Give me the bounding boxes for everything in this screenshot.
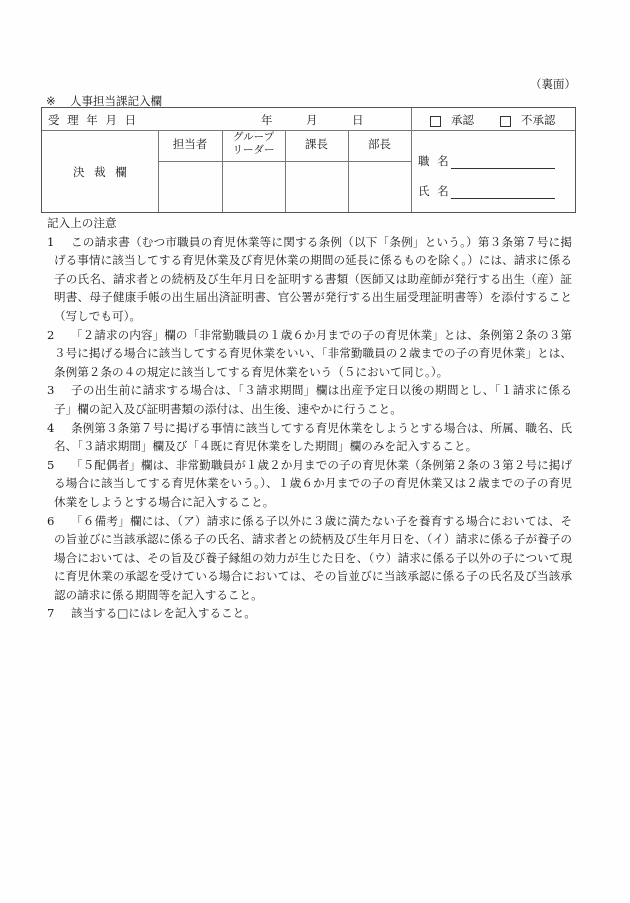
note-number: 6 <box>47 513 55 528</box>
staff-stamp-field[interactable] <box>160 163 221 211</box>
note-number: 7 <box>47 606 55 621</box>
note-text: 「６備考」欄には、（ア）請求に係る子以外に３歳に満たない子を養育する場合においては、その旨並びに当該承認に係る子の氏名、請求者との続柄及び生年月日を、（イ）請求に係る子が養子の場合においては、その旨及び養子縁組の効力が生じた日を、（ウ）請求に係る子以外の子について現に育児休業の承認を受けている場合においては、その旨並びに当該承認に係る子の氏名及び当該承認の請求に係る期間等を記入すること。 <box>54 513 572 602</box>
received-day-label: 日 <box>352 113 364 127</box>
section-chief-stamp-field[interactable] <box>287 163 347 211</box>
note-item <box>47 419 572 456</box>
note-text: 「５配偶者」欄は、非常勤職員が１歳２か月までの子の育児休業（条例第２条の３第２号に掲げる場合に該当してする育児休業をいう。）、１歳６か月までの子の育児休業又は２歳までの子の育児休業をしようとする場合に記入すること。 <box>54 457 572 509</box>
note-item <box>47 604 572 623</box>
note-number: 2 <box>47 327 55 342</box>
note-number: 5 <box>47 457 55 472</box>
approve-label: 承認 <box>451 113 474 127</box>
note-item <box>47 233 572 326</box>
note-text: 条例第３条第７号に掲げる事情に該当してする育児休業をしようとする場合は、所属、職名、氏名、「３請求期間」欄及び「４既に育児休業をした期間」欄のみを記入すること。 <box>54 420 572 454</box>
group-leader-stamp-field[interactable] <box>224 163 284 211</box>
note-item <box>47 326 572 382</box>
note-number: 1 <box>47 234 55 249</box>
notes-section <box>47 214 572 623</box>
notes-heading: 記入上の注意 <box>47 216 117 230</box>
note-text: この請求書（むつ市職員の育児休業等に関する条例（以下「条例」という。）第３条第７号に掲げる事情に該当してする育児休業及び育児休業の期間の延長に係るものを除く。）には、請求に係る子の氏名、請求者との続柄及び生年月日を証明する書類（医師又は助産師が発行する出生（産）証明書、母子健康手帳の出生届出済証明書、官公署が発行する出生届受理証明書等）を添付すること（写しでも可）。 <box>54 234 572 323</box>
name-underline <box>451 186 555 199</box>
name-label: 氏 名 <box>418 184 451 198</box>
note-item <box>47 456 572 512</box>
section-title-text: 人事担当課記入欄 <box>70 94 162 108</box>
job-title-field[interactable] <box>418 153 555 169</box>
group-leader-line2: リーダー <box>232 144 275 156</box>
reject-label: 不承認 <box>521 113 556 127</box>
approver-section-chief-label: 課長 <box>305 137 328 151</box>
approve-option[interactable] <box>430 112 474 128</box>
reference-mark: ※ <box>46 94 56 108</box>
note-item <box>47 512 572 605</box>
group-leader-line1: グループ <box>232 131 275 143</box>
note-text: 「２請求の内容」欄の「非常勤職員の１歳６か月までの子の育児休業」とは、条例第２条の３第３号に掲げる場合に該当してする育児休業をいい、「非常勤職員の２歳までの子の育児休業」とは、条例第２条の４の規定に該当してする育児休業をいう（５において同じ。）。 <box>54 327 572 379</box>
note-text: 該当する□にはレを記入すること。 <box>71 606 256 621</box>
job-title-label: 職 名 <box>418 154 451 168</box>
hr-approval-table <box>41 107 576 213</box>
name-field[interactable] <box>418 183 555 199</box>
approver-group-leader-label <box>222 131 285 157</box>
received-year-label: 年 <box>261 113 273 127</box>
approver-director-label: 部長 <box>368 137 391 151</box>
back-side-label: （裏面） <box>530 77 576 91</box>
approval-column-label: 決 裁 欄 <box>73 165 130 179</box>
note-item <box>47 381 572 418</box>
note-number: 4 <box>47 420 55 435</box>
received-date-label: 受 理 年 月 日 <box>48 113 139 127</box>
reject-checkbox[interactable] <box>500 116 511 127</box>
note-number: 3 <box>47 383 55 398</box>
note-text: 子の出生前に請求する場合は、「３請求期間」欄は出産予定日以後の期間とし、「１請求に係る子」欄の記入及び証明書類の添付は、出生後、速やかに行うこと。 <box>54 383 572 416</box>
received-month-label: 月 <box>306 113 318 127</box>
reject-option[interactable] <box>500 112 556 128</box>
director-stamp-field[interactable] <box>350 163 410 211</box>
approver-staff-label: 担当者 <box>172 137 208 151</box>
job-title-underline <box>451 156 555 169</box>
approve-checkbox[interactable] <box>430 116 441 127</box>
